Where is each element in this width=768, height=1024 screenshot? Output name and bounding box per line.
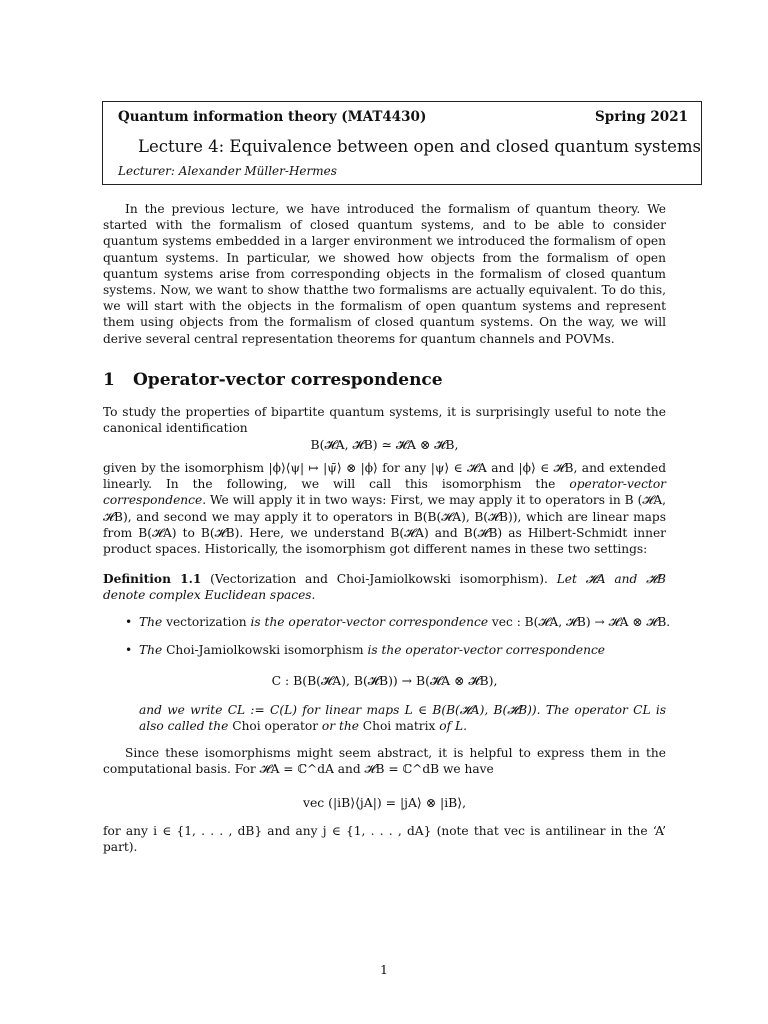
bullet-2-term: Choi-Jamiolkowski isomorphism	[166, 643, 364, 657]
operator-vector-term: operator-vector correspondence	[103, 477, 666, 508]
course-name: Quantum information theory (MAT4430)	[118, 109, 427, 125]
intro-paragraph: In the previous lecture, we have introduced the formalism of quantum theory. We started with the formalism of closed quantum systems, and to be able to consider quantum systems embedded in a larger environment we introduced the formalism of open quantum systems. In particular, we showed how objects from the formalism of open quantum systems arise from corresponding objects in the formalism of closed quantum systems. Now, we want to show thatthe two formalisms are actually equivalent. To do this, we will start with the objects in the formalism of open quantum systems and represent them using objects from the formalism of closed quantum systems. On the way, we will derive several central representation theorems for quantum channels and POVMs.	[103, 202, 666, 346]
bullet-dot: •	[125, 643, 133, 657]
bullet-2-continuation	[139, 702, 666, 734]
bullet-2-cont-e: of L.	[435, 719, 467, 734]
bullet-2-cont-a: and we write CL := C(L) for linear maps L ∈ B(B(𝓗A), B(𝓗B)). The operator CL is also called the	[139, 703, 666, 734]
lecture-title: Lecture 4: Equivalence between open and closed quantum systems	[138, 137, 701, 156]
bullet-1-part-a: The	[139, 615, 167, 629]
equation-identification: B(𝓗A, 𝓗B) ≃ 𝓗A ⊗ 𝓗B,	[310, 437, 459, 452]
bullet-2-part-a: The	[139, 643, 167, 657]
definition-statement: Let 𝓗A and 𝓗B denote complex Euclidean spaces.	[103, 572, 667, 603]
section-title: Operator-vector correspondence	[133, 370, 443, 390]
definition-label: Definition 1.1	[103, 572, 202, 586]
section-number: 1	[103, 370, 115, 390]
choi-operator-term: Choi operator	[232, 719, 319, 734]
lecture-header-box	[102, 101, 702, 185]
bullet-2-cont-c: or the	[318, 719, 363, 734]
bullet-dot: •	[125, 615, 133, 629]
bullet-1-formula: vec : B(𝓗A, 𝓗B) → 𝓗A ⊗ 𝓗B.	[491, 615, 671, 629]
paragraph-2-text-a: given by the isomorphism |ϕ⟩⟨ψ| ↦ |ψ̄⟩ ⊗ |ϕ⟩ for any |ψ⟩ ∈ 𝓗A and |ϕ⟩ ∈ 𝓗B, and extended linearly. In the following, we will call this isomorphism the	[103, 461, 666, 492]
bullet-1-part-c: is the operator-vector correspondence	[246, 615, 492, 629]
bullet-1-term: vectorization	[166, 615, 247, 629]
equation-choi-map: C : B(B(𝓗A), B(𝓗B)) → B(𝓗A ⊗ 𝓗B),	[271, 673, 498, 688]
bullet-2-part-c: is the operator-vector correspondence	[363, 643, 605, 657]
section-paragraph-2	[103, 460, 666, 557]
bullet-text	[139, 614, 671, 630]
computational-basis-paragraph: Since these isomorphisms might seem abstract, it is helpful to express them in the computational basis. For 𝓗A = ℂ^dA and 𝓗B = ℂ^dB we have	[103, 746, 666, 777]
closing-paragraph: for any i ∈ {1, . . . , dB} and any j ∈ {1, . . . , dA} (note that vec is antilinear in the ‘A’ part).	[103, 824, 666, 855]
choi-matrix-term: Choi matrix	[362, 719, 436, 734]
definition-block	[103, 571, 666, 603]
definition-name: (Vectorization and Choi-Jamiolkowski isomorphism).	[210, 572, 548, 586]
section-paragraph-1: To study the properties of bipartite quantum systems, it is surprisingly useful to note the canonical identification	[103, 405, 666, 436]
term: Spring 2021	[595, 109, 688, 125]
paragraph-2-text-b: . We will apply it in two ways: First, we may apply it to operators in B (𝓗A, 𝓗B), and second we may apply it to operators in B(B(𝓗A), B(𝓗B)), which are linear maps from B(𝓗A) to B(𝓗B). Here, we understand B(𝓗A) and B(𝓗B) as Hilbert-Schmidt inner product spaces. Historically, the isomorphism got different names in these two settings:	[103, 493, 666, 557]
lecturer-name: Lecturer: Alexander Müller-Hermes	[118, 164, 337, 178]
equation-vec-basis: vec (|iB⟩⟨jA|) = |jA⟩ ⊗ |iB⟩,	[302, 795, 467, 810]
section-heading	[103, 370, 443, 390]
bullet-text	[139, 642, 666, 658]
page-number: 1	[380, 962, 388, 977]
